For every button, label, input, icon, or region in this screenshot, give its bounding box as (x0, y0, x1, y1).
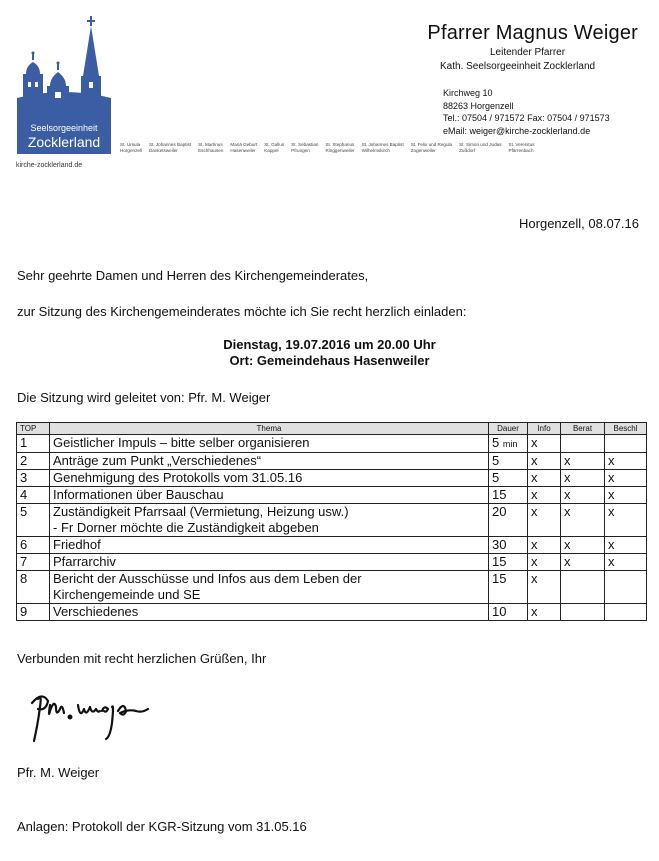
agenda-info: x (528, 504, 561, 537)
address-phone: Tel.: 07504 / 971572 Fax: 07504 / 971573 (443, 113, 610, 124)
salutation: Sehr geehrte Damen und Herren des Kirchengemeinderates, (17, 268, 369, 283)
agenda-thema-line1: Pfarrarchiv (53, 554, 116, 569)
parish-church: St. Johannes Baptist (148, 142, 192, 147)
agenda-info: x (528, 537, 561, 554)
agenda-dauer-value: 15 (492, 571, 507, 586)
agenda-beschl (605, 604, 647, 621)
agenda-dauer (489, 537, 528, 554)
agenda-dauer-value: 5 (492, 435, 500, 450)
agenda-dauer (489, 470, 528, 487)
address-city: 88263 Horgenzell (443, 100, 514, 111)
agenda-top: 5 (17, 504, 50, 537)
agenda-header-row (17, 423, 647, 435)
agenda-top: 4 (17, 487, 50, 504)
parish-village: Pfrungen (291, 148, 310, 153)
agenda-thema-line1: Bericht der Ausschüsse und Infos aus dem Leben der (53, 571, 362, 586)
agenda-berat (561, 604, 605, 621)
agenda-thema-line1: Verschiedenes (53, 604, 139, 619)
pastor-role: Leitender Pfarrer (490, 47, 566, 58)
parish-item (198, 142, 223, 154)
address-street: Kirchweg 10 (443, 88, 493, 98)
signature-image (28, 683, 156, 745)
agenda-thema (50, 604, 489, 621)
signer-name: Pfr. M. Weiger (17, 765, 100, 780)
agenda-thema-line1: Zuständigkeit Pfarrsaal (Vermietung, Heizung usw.) (53, 504, 349, 519)
pastor-name: Pfarrer Magnus Weiger (427, 22, 638, 44)
parish-item (291, 142, 318, 154)
agenda-info: x (528, 453, 561, 470)
agenda-beschl: x (605, 537, 647, 554)
agenda-row (17, 554, 647, 571)
agenda-beschl (605, 435, 647, 453)
parish-village: Ringgenweiler (325, 148, 355, 153)
agenda-thema (50, 453, 489, 470)
agenda-info: x (528, 604, 561, 621)
parish-item (264, 142, 284, 154)
closing: Verbunden mit recht herzlichen Grüßen, Ihr (17, 651, 267, 666)
meeting-place: Ort: Gemeindehaus Hasenweiler (229, 353, 430, 368)
header-dauer: Dauer (489, 423, 528, 435)
agenda-top: 7 (17, 554, 50, 571)
agenda-thema (50, 487, 489, 504)
agenda-row (17, 470, 647, 487)
agenda-berat: x (561, 554, 605, 571)
parish-church: St. Sebastian (291, 142, 319, 147)
agenda-dauer (489, 435, 528, 453)
logo-line2: Zocklerland (27, 134, 101, 150)
agenda-dauer-value: 30 (492, 537, 507, 552)
parish-village: Hasenweiler (230, 148, 256, 153)
parish-church: St. Johannes Baptist (361, 142, 404, 147)
agenda-dauer-value: 15 (492, 487, 507, 502)
agenda-thema (50, 537, 489, 554)
agenda-dauer-value: 10 (492, 604, 507, 619)
address-block (443, 87, 610, 137)
agenda-beschl: x (605, 554, 647, 571)
letter-date: Horgenzell, 08.07.16 (519, 216, 639, 231)
agenda-thema (50, 470, 489, 487)
agenda-berat: x (561, 487, 605, 504)
agenda-info: x (528, 487, 561, 504)
agenda-berat (561, 435, 605, 453)
pastor-unit: Kath. Seelsorgeeinheit Zocklerland (440, 61, 596, 72)
parish-church: St. Martinus (198, 142, 223, 147)
agenda-beschl (605, 571, 647, 604)
agenda-dauer (489, 604, 528, 621)
agenda-berat (561, 571, 605, 604)
agenda-berat: x (561, 504, 605, 537)
parish-village: Eschhausen (198, 148, 224, 153)
agenda-dauer-value: 15 (492, 554, 507, 569)
parish-church: St. Simon und Judas (459, 142, 502, 147)
parish-item (120, 142, 142, 154)
agenda-row (17, 504, 647, 537)
agenda-dauer (489, 487, 528, 504)
parish-item (325, 142, 354, 154)
agenda-dauer-unit: min (502, 439, 518, 449)
agenda-beschl: x (605, 487, 647, 504)
parish-item (362, 142, 404, 154)
parish-item (411, 142, 452, 154)
agenda-beschl: x (605, 453, 647, 470)
agenda-berat: x (561, 470, 605, 487)
logo-line1: Seelsorgeeinheit (30, 123, 98, 133)
agenda-info: x (528, 470, 561, 487)
agenda-berat: x (561, 453, 605, 470)
parish-village: Horgenzell (120, 148, 142, 153)
meeting-date: Dienstag, 19.07.2016 um 20.00 Uhr (223, 337, 436, 352)
agenda-top: 1 (17, 435, 50, 453)
parish-item (230, 142, 257, 154)
attachment-line: Anlagen: Protokoll der KGR-Sitzung vom 31.05.16 (17, 819, 307, 834)
intro-text: zur Sitzung des Kirchengemeinderates möchte ich Sie recht herzlich einladen: (17, 304, 467, 319)
agenda-thema (50, 435, 489, 453)
parish-item (459, 142, 501, 154)
agenda-thema-line1: Geistlicher Impuls – bitte selber organisieren (53, 435, 310, 450)
parish-church: St. Stephanus (325, 142, 355, 147)
parish-church: St. Verenitus (508, 142, 535, 147)
agenda-thema (50, 504, 489, 537)
parish-church: Mariä Geburt (230, 142, 258, 147)
agenda-table (16, 422, 647, 621)
agenda-info: x (528, 435, 561, 453)
parish-church: St. Ursula (120, 142, 141, 147)
meeting-lead: Die Sitzung wird geleitet von: Pfr. M. Weiger (17, 390, 271, 405)
agenda-info: x (528, 554, 561, 571)
agenda-row (17, 571, 647, 604)
parish-list (120, 142, 650, 154)
agenda-row (17, 453, 647, 470)
parish-village: Zußdorf (459, 148, 476, 153)
agenda-thema (50, 554, 489, 571)
agenda-info: x (528, 571, 561, 604)
address-email: eMail: weiger@kirche-zocklerland.de (443, 125, 591, 136)
agenda-dauer-value: 5 (492, 470, 500, 485)
header-thema: Thema (50, 423, 489, 435)
agenda-berat: x (561, 537, 605, 554)
agenda-thema-line1: Genehmigung des Protokolls vom 31.05.16 (53, 470, 303, 485)
agenda-dauer-value: 20 (492, 504, 507, 519)
logo-url: kirche-zocklerland.de (16, 162, 83, 169)
agenda-row (17, 487, 647, 504)
parish-item (509, 142, 535, 154)
agenda-top: 6 (17, 537, 50, 554)
agenda-beschl: x (605, 504, 647, 537)
parish-village: Zogenweiler (410, 148, 436, 153)
agenda-top: 8 (17, 571, 50, 604)
parish-church: St. Gallus (264, 142, 285, 147)
parish-village: Pfärrenbach (508, 148, 534, 153)
agenda-top: 2 (17, 453, 50, 470)
parish-village: Kappel (264, 148, 279, 153)
agenda-dauer-value: 5 (492, 453, 500, 468)
agenda-row (17, 435, 647, 453)
agenda-thema-line1: Anträge zum Punkt „Verschiedenes“ (53, 453, 262, 468)
agenda-thema-line2: Kirchengemeinde und SE (53, 587, 201, 602)
agenda-dauer (489, 453, 528, 470)
agenda-thema-line2: - Fr Dorner möchte die Zuständigkeit abgeben (53, 520, 319, 535)
agenda-dauer (489, 571, 528, 604)
header-top: TOP (17, 423, 50, 435)
agenda-dauer (489, 554, 528, 571)
agenda-dauer (489, 504, 528, 537)
parish-church: St. Felix und Regula (410, 142, 453, 147)
header-berat: Berat (561, 423, 605, 435)
parish-village: Wilhelmskirch (361, 148, 390, 153)
agenda-beschl: x (605, 470, 647, 487)
agenda-thema-line1: Friedhof (53, 537, 101, 552)
agenda-top: 3 (17, 470, 50, 487)
agenda-row (17, 604, 647, 621)
agenda-top: 9 (17, 604, 50, 621)
header-beschl: Beschl (605, 423, 647, 435)
parish-item (149, 142, 191, 154)
parish-village: Danketsweiler (148, 148, 178, 153)
parish-logo (17, 14, 111, 154)
agenda-thema-line1: Informationen über Bauschau (53, 487, 224, 502)
agenda-thema (50, 571, 489, 604)
agenda-row (17, 537, 647, 554)
header-info: Info (528, 423, 561, 435)
